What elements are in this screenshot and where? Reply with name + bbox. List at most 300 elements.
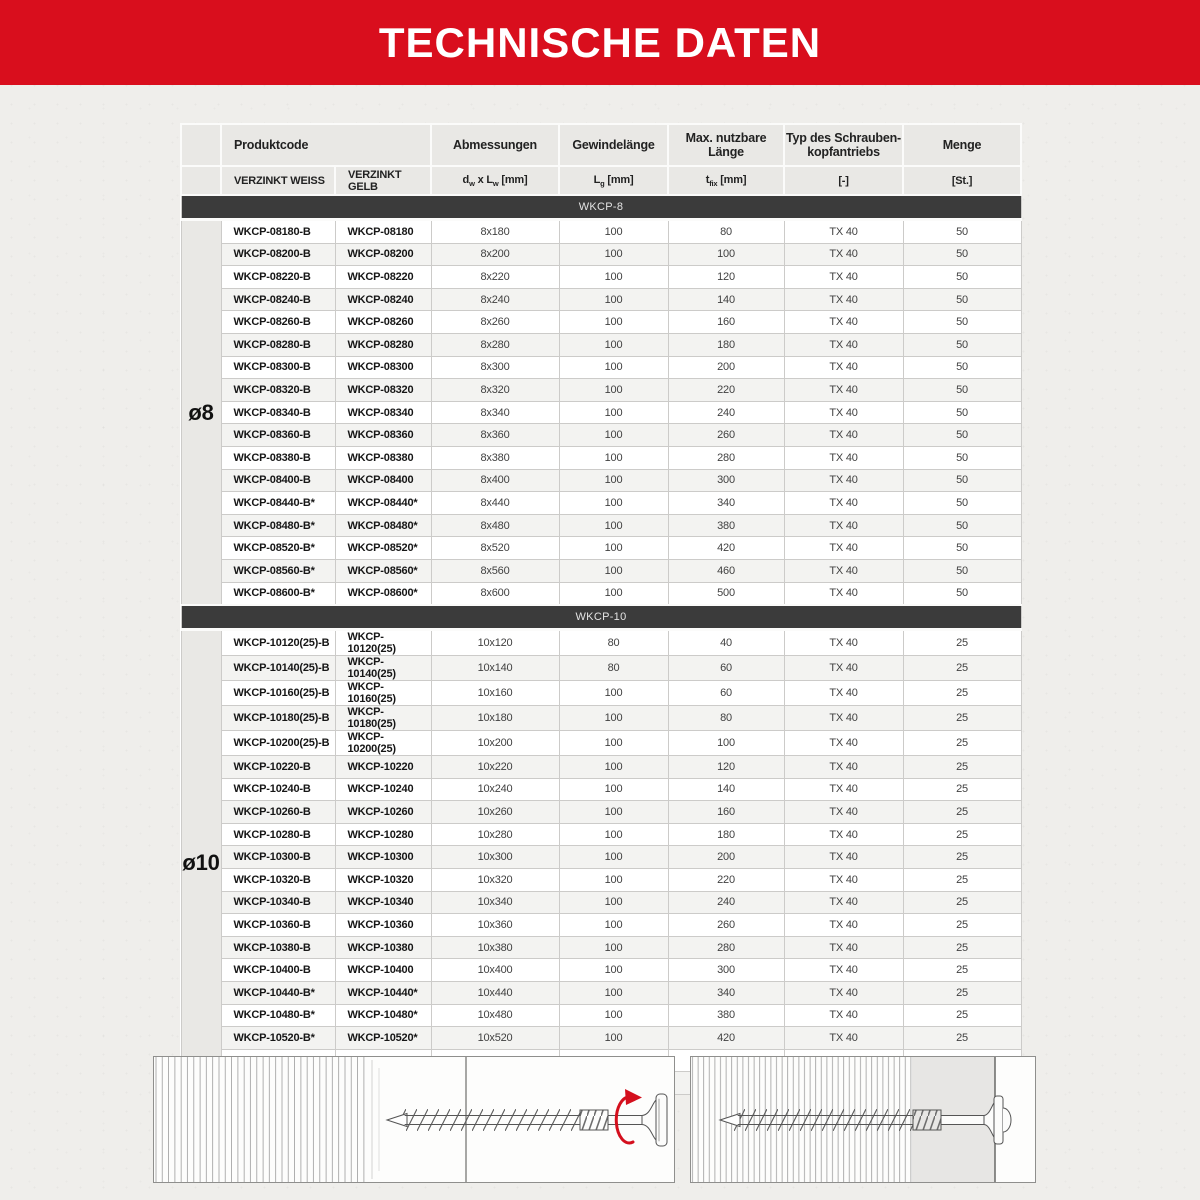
cell-dimensions: 10x300 <box>431 846 559 869</box>
table-row <box>181 559 1021 582</box>
shank <box>941 1116 984 1125</box>
cell-drive-type: TX 40 <box>784 959 903 982</box>
head-flange <box>656 1094 667 1146</box>
cell-code-verzinkt-weiss: WKCP-10180(25)-B <box>221 706 335 731</box>
cell-drive-type: TX 40 <box>784 914 903 937</box>
cell-code-verzinkt-gelb: WKCP-10140(25) <box>335 656 431 681</box>
table-row <box>181 446 1021 469</box>
cell-thread-length: 100 <box>559 356 668 379</box>
cell-dimensions: 8x300 <box>431 356 559 379</box>
cell-thread-length: 80 <box>559 630 668 656</box>
table-row <box>181 424 1021 447</box>
cell-quantity: 50 <box>903 356 1021 379</box>
cell-thread-length: 100 <box>559 982 668 1005</box>
cell-quantity: 25 <box>903 681 1021 706</box>
cell-code-verzinkt-gelb: WKCP-10220 <box>335 756 431 779</box>
cell-code-verzinkt-weiss: WKCP-08480-B* <box>221 514 335 537</box>
cell-code-verzinkt-weiss: WKCP-10300-B <box>221 846 335 869</box>
cell-code-verzinkt-weiss: WKCP-10380-B <box>221 936 335 959</box>
cell-quantity: 50 <box>903 401 1021 424</box>
cell-max-usable-length: 120 <box>668 266 784 289</box>
cell-max-usable-length: 260 <box>668 424 784 447</box>
cell-dimensions: 10x360 <box>431 914 559 937</box>
cell-dimensions: 8x240 <box>431 288 559 311</box>
cell-code-verzinkt-weiss: WKCP-08180-B <box>221 220 335 244</box>
title-banner <box>0 0 1200 85</box>
cell-thread-length: 100 <box>559 311 668 334</box>
cell-dimensions: 10x220 <box>431 756 559 779</box>
cell-drive-type: TX 40 <box>784 243 903 266</box>
cell-code-verzinkt-weiss: WKCP-10260-B <box>221 801 335 824</box>
reverse-thread <box>580 1110 608 1130</box>
cell-thread-length: 100 <box>559 288 668 311</box>
cell-thread-length: 100 <box>559 333 668 356</box>
cell-quantity: 50 <box>903 514 1021 537</box>
cell-quantity: 50 <box>903 469 1021 492</box>
col-header-produktcode: Produktcode <box>221 124 431 166</box>
cell-code-verzinkt-weiss: WKCP-10220-B <box>221 756 335 779</box>
table-row <box>181 959 1021 982</box>
cell-code-verzinkt-gelb: WKCP-10200(25) <box>335 731 431 756</box>
table-row <box>181 914 1021 937</box>
cell-dimensions: 8x480 <box>431 514 559 537</box>
cell-dimensions: 10x400 <box>431 959 559 982</box>
cell-code-verzinkt-weiss: WKCP-10520-B* <box>221 1027 335 1050</box>
cell-quantity: 25 <box>903 846 1021 869</box>
cell-code-verzinkt-weiss: WKCP-08440-B* <box>221 492 335 515</box>
cell-code-verzinkt-gelb: WKCP-10440* <box>335 982 431 1005</box>
cell-drive-type: TX 40 <box>784 1027 903 1050</box>
cell-code-verzinkt-gelb: WKCP-10340 <box>335 891 431 914</box>
cell-max-usable-length: 100 <box>668 243 784 266</box>
cell-drive-type: TX 40 <box>784 891 903 914</box>
cell-dimensions: 10x320 <box>431 869 559 892</box>
cell-max-usable-length: 340 <box>668 492 784 515</box>
cell-quantity: 50 <box>903 311 1021 334</box>
cell-quantity: 50 <box>903 582 1021 605</box>
cell-drive-type: TX 40 <box>784 823 903 846</box>
cell-code-verzinkt-gelb: WKCP-10380 <box>335 936 431 959</box>
diameter-label: ø10 <box>181 630 221 1095</box>
cell-code-verzinkt-gelb: WKCP-08280 <box>335 333 431 356</box>
cell-thread-length: 100 <box>559 379 668 402</box>
cell-code-verzinkt-gelb: WKCP-10280 <box>335 823 431 846</box>
cell-thread-length: 100 <box>559 243 668 266</box>
cell-code-verzinkt-gelb: WKCP-10360 <box>335 914 431 937</box>
technical-data-table-wrap <box>180 123 1020 1095</box>
cell-thread-length: 100 <box>559 681 668 706</box>
cell-drive-type: TX 40 <box>784 778 903 801</box>
cell-code-verzinkt-weiss: WKCP-08240-B <box>221 288 335 311</box>
cell-thread-length: 100 <box>559 1004 668 1027</box>
table-row <box>181 869 1021 892</box>
table-row <box>181 656 1021 681</box>
cell-code-verzinkt-gelb: WKCP-10320 <box>335 869 431 892</box>
cell-code-verzinkt-gelb: WKCP-10180(25) <box>335 706 431 731</box>
cell-code-verzinkt-gelb: WKCP-08480* <box>335 514 431 537</box>
col-header-max-nutzbare-laenge: Max. nutzbare Länge <box>668 124 784 166</box>
shank <box>608 1116 642 1125</box>
cell-code-verzinkt-gelb: WKCP-08200 <box>335 243 431 266</box>
cell-code-verzinkt-weiss: WKCP-08300-B <box>221 356 335 379</box>
cell-quantity: 50 <box>903 379 1021 402</box>
table-row <box>181 630 1021 656</box>
cell-drive-type: TX 40 <box>784 681 903 706</box>
cell-code-verzinkt-gelb: WKCP-10300 <box>335 846 431 869</box>
diagram-screw-driving <box>153 1056 675 1188</box>
cell-thread-length: 100 <box>559 514 668 537</box>
cell-thread-length: 100 <box>559 582 668 605</box>
cell-thread-length: 100 <box>559 756 668 779</box>
cell-quantity: 50 <box>903 266 1021 289</box>
table-row <box>181 356 1021 379</box>
cell-code-verzinkt-gelb: WKCP-08600* <box>335 582 431 605</box>
col-header-antrieb: Typ des Schrauben- kopfantriebs <box>784 124 903 166</box>
cell-code-verzinkt-gelb: WKCP-10400 <box>335 959 431 982</box>
table-row <box>181 582 1021 605</box>
cell-thread-length: 100 <box>559 914 668 937</box>
cell-dimensions: 10x260 <box>431 801 559 824</box>
cell-drive-type: TX 40 <box>784 514 903 537</box>
cell-code-verzinkt-weiss: WKCP-10480-B* <box>221 1004 335 1027</box>
table-row <box>181 514 1021 537</box>
cell-dimensions: 8x200 <box>431 243 559 266</box>
cell-quantity: 25 <box>903 914 1021 937</box>
cell-quantity: 25 <box>903 731 1021 756</box>
cell-thread-length: 100 <box>559 559 668 582</box>
cell-code-verzinkt-gelb: WKCP-08380 <box>335 446 431 469</box>
cell-code-verzinkt-weiss: WKCP-08200-B <box>221 243 335 266</box>
cell-drive-type: TX 40 <box>784 356 903 379</box>
cell-quantity: 25 <box>903 778 1021 801</box>
cell-max-usable-length: 180 <box>668 333 784 356</box>
cell-quantity: 25 <box>903 656 1021 681</box>
table-row <box>181 220 1021 244</box>
cell-quantity: 25 <box>903 801 1021 824</box>
cell-thread-length: 100 <box>559 401 668 424</box>
cell-quantity: 25 <box>903 891 1021 914</box>
cell-quantity: 50 <box>903 333 1021 356</box>
cell-code-verzinkt-weiss: WKCP-10140(25)-B <box>221 656 335 681</box>
cell-max-usable-length: 380 <box>668 1004 784 1027</box>
col-header-menge: Menge <box>903 124 1021 166</box>
cell-code-verzinkt-weiss: WKCP-08380-B <box>221 446 335 469</box>
cell-drive-type: TX 40 <box>784 469 903 492</box>
cell-code-verzinkt-weiss: WKCP-08260-B <box>221 311 335 334</box>
cell-quantity: 25 <box>903 869 1021 892</box>
cell-max-usable-length: 340 <box>668 982 784 1005</box>
cell-drive-type: TX 40 <box>784 846 903 869</box>
tech-table <box>180 123 1022 1095</box>
cell-dimensions: 8x600 <box>431 582 559 605</box>
cell-drive-type: TX 40 <box>784 559 903 582</box>
cell-thread-length: 80 <box>559 656 668 681</box>
table-row <box>181 266 1021 289</box>
cell-thread-length: 100 <box>559 706 668 731</box>
cell-thread-length: 100 <box>559 801 668 824</box>
cell-code-verzinkt-weiss: WKCP-08520-B* <box>221 537 335 560</box>
reverse-thread <box>913 1110 941 1130</box>
cell-code-verzinkt-gelb: WKCP-10160(25) <box>335 681 431 706</box>
cell-code-verzinkt-gelb: WKCP-08400 <box>335 469 431 492</box>
table-row <box>181 243 1021 266</box>
diagram-screw-installed <box>690 1056 1036 1188</box>
cell-drive-type: TX 40 <box>784 266 903 289</box>
cell-drive-type: TX 40 <box>784 311 903 334</box>
cell-dimensions: 10x280 <box>431 823 559 846</box>
table-row <box>181 982 1021 1005</box>
cell-dimensions: 8x260 <box>431 311 559 334</box>
table-row <box>181 731 1021 756</box>
cell-max-usable-length: 260 <box>668 914 784 937</box>
cell-dimensions: 10x440 <box>431 982 559 1005</box>
cell-code-verzinkt-gelb: WKCP-08320 <box>335 379 431 402</box>
cell-quantity: 50 <box>903 446 1021 469</box>
cell-drive-type: TX 40 <box>784 333 903 356</box>
cell-code-verzinkt-gelb: WKCP-08560* <box>335 559 431 582</box>
cell-max-usable-length: 300 <box>668 959 784 982</box>
cell-code-verzinkt-weiss: WKCP-10240-B <box>221 778 335 801</box>
subheader-usable-length: $t_{fix}$ [mm] <box>668 166 784 195</box>
cell-drive-type: TX 40 <box>784 656 903 681</box>
diameter-label: ø8 <box>181 220 221 606</box>
cell-code-verzinkt-weiss: WKCP-08220-B <box>221 266 335 289</box>
cell-max-usable-length: 420 <box>668 537 784 560</box>
subheader-verzinkt-gelb: VERZINKT GELB <box>335 166 431 195</box>
cell-dimensions: 8x440 <box>431 492 559 515</box>
cell-code-verzinkt-weiss: WKCP-10360-B <box>221 914 335 937</box>
cell-thread-length: 100 <box>559 424 668 447</box>
cell-code-verzinkt-weiss: WKCP-08340-B <box>221 401 335 424</box>
cell-thread-length: 100 <box>559 1027 668 1050</box>
subheader-quantity: [St.] <box>903 166 1021 195</box>
cell-quantity: 50 <box>903 424 1021 447</box>
cell-max-usable-length: 60 <box>668 681 784 706</box>
cell-max-usable-length: 420 <box>668 1027 784 1050</box>
cell-quantity: 25 <box>903 630 1021 656</box>
cell-drive-type: TX 40 <box>784 537 903 560</box>
cell-code-verzinkt-gelb: WKCP-08220 <box>335 266 431 289</box>
cell-code-verzinkt-gelb: WKCP-08300 <box>335 356 431 379</box>
cell-code-verzinkt-weiss: WKCP-10280-B <box>221 823 335 846</box>
cell-code-verzinkt-gelb: WKCP-08260 <box>335 311 431 334</box>
cell-code-verzinkt-weiss: WKCP-08600-B* <box>221 582 335 605</box>
cell-thread-length: 100 <box>559 469 668 492</box>
cell-drive-type: TX 40 <box>784 582 903 605</box>
subheader-thread-length: $L_g$ [mm] <box>559 166 668 195</box>
subheader-corner <box>181 166 221 195</box>
cell-max-usable-length: 280 <box>668 446 784 469</box>
cell-drive-type: TX 40 <box>784 731 903 756</box>
cell-drive-type: TX 40 <box>784 1004 903 1027</box>
cell-dimensions: 8x180 <box>431 220 559 244</box>
cell-thread-length: 100 <box>559 846 668 869</box>
cell-thread-length: 100 <box>559 778 668 801</box>
cell-dimensions: 10x340 <box>431 891 559 914</box>
cell-max-usable-length: 160 <box>668 801 784 824</box>
cell-thread-length: 100 <box>559 492 668 515</box>
cell-max-usable-length: 40 <box>668 630 784 656</box>
table-row <box>181 401 1021 424</box>
cell-code-verzinkt-weiss: WKCP-10320-B <box>221 869 335 892</box>
table-row <box>181 936 1021 959</box>
cell-drive-type: TX 40 <box>784 288 903 311</box>
cell-drive-type: TX 40 <box>784 936 903 959</box>
table-row <box>181 537 1021 560</box>
cell-quantity: 50 <box>903 492 1021 515</box>
cell-max-usable-length: 460 <box>668 559 784 582</box>
section-header-wkcp-10: WKCP-10 <box>181 605 1021 630</box>
table-row <box>181 823 1021 846</box>
cell-max-usable-length: 300 <box>668 469 784 492</box>
table-row <box>181 778 1021 801</box>
cell-dimensions: 8x340 <box>431 401 559 424</box>
cell-quantity: 25 <box>903 936 1021 959</box>
cell-max-usable-length: 140 <box>668 778 784 801</box>
cell-max-usable-length: 60 <box>668 656 784 681</box>
table-row <box>181 1027 1021 1050</box>
cell-max-usable-length: 80 <box>668 220 784 244</box>
cell-max-usable-length: 280 <box>668 936 784 959</box>
cell-drive-type: TX 40 <box>784 446 903 469</box>
table-row <box>181 333 1021 356</box>
cell-dimensions: 8x320 <box>431 379 559 402</box>
cell-code-verzinkt-gelb: WKCP-10480* <box>335 1004 431 1027</box>
cell-dimensions: 8x560 <box>431 559 559 582</box>
table-row <box>181 801 1021 824</box>
cell-code-verzinkt-weiss: WKCP-08400-B <box>221 469 335 492</box>
cell-dimensions: 8x280 <box>431 333 559 356</box>
cell-code-verzinkt-weiss: WKCP-08280-B <box>221 333 335 356</box>
cell-drive-type: TX 40 <box>784 401 903 424</box>
cell-max-usable-length: 100 <box>668 731 784 756</box>
table-row <box>181 756 1021 779</box>
cell-dimensions: 8x400 <box>431 469 559 492</box>
cell-quantity: 50 <box>903 288 1021 311</box>
subheader-verzinkt-weiss: VERZINKT WEISS <box>221 166 335 195</box>
cell-thread-length: 100 <box>559 537 668 560</box>
cell-quantity: 25 <box>903 706 1021 731</box>
cell-dimensions: 8x360 <box>431 424 559 447</box>
cell-code-verzinkt-weiss: WKCP-08320-B <box>221 379 335 402</box>
cell-dimensions: 8x520 <box>431 537 559 560</box>
cell-drive-type: TX 40 <box>784 869 903 892</box>
table-row <box>181 492 1021 515</box>
cell-max-usable-length: 160 <box>668 311 784 334</box>
head-flange <box>994 1096 1003 1144</box>
cell-dimensions: 10x160 <box>431 681 559 706</box>
col-header-abmessungen: Abmessungen <box>431 124 559 166</box>
cell-thread-length: 100 <box>559 823 668 846</box>
cell-thread-length: 100 <box>559 731 668 756</box>
cell-code-verzinkt-gelb: WKCP-08340 <box>335 401 431 424</box>
cell-code-verzinkt-weiss: WKCP-10440-B* <box>221 982 335 1005</box>
cell-dimensions: 8x220 <box>431 266 559 289</box>
cell-dimensions: 10x380 <box>431 936 559 959</box>
table-row <box>181 891 1021 914</box>
section-row <box>181 605 1021 630</box>
cell-code-verzinkt-weiss: WKCP-10400-B <box>221 959 335 982</box>
table-row <box>181 681 1021 706</box>
table-row <box>181 846 1021 869</box>
cell-code-verzinkt-gelb: WKCP-10520* <box>335 1027 431 1050</box>
table-row <box>181 706 1021 731</box>
cell-max-usable-length: 120 <box>668 756 784 779</box>
cell-max-usable-length: 220 <box>668 869 784 892</box>
cell-thread-length: 100 <box>559 936 668 959</box>
table-row <box>181 311 1021 334</box>
cell-code-verzinkt-weiss: WKCP-10340-B <box>221 891 335 914</box>
cell-drive-type: TX 40 <box>784 379 903 402</box>
page-title: TECHNISCHE DATEN <box>378 18 822 66</box>
cell-code-verzinkt-gelb: WKCP-08520* <box>335 537 431 560</box>
cell-dimensions: 10x120 <box>431 630 559 656</box>
table-row <box>181 288 1021 311</box>
cell-quantity: 25 <box>903 1004 1021 1027</box>
cell-thread-length: 100 <box>559 266 668 289</box>
cell-max-usable-length: 240 <box>668 401 784 424</box>
cell-drive-type: TX 40 <box>784 756 903 779</box>
cell-code-verzinkt-gelb: WKCP-08240 <box>335 288 431 311</box>
cell-thread-length: 100 <box>559 446 668 469</box>
cell-code-verzinkt-weiss: WKCP-10200(25)-B <box>221 731 335 756</box>
cell-quantity: 50 <box>903 220 1021 244</box>
cell-code-verzinkt-gelb: WKCP-10260 <box>335 801 431 824</box>
cell-thread-length: 100 <box>559 959 668 982</box>
cell-drive-type: TX 40 <box>784 706 903 731</box>
cell-dimensions: 10x200 <box>431 731 559 756</box>
cell-code-verzinkt-gelb: WKCP-08440* <box>335 492 431 515</box>
section-row <box>181 195 1021 220</box>
cell-quantity: 50 <box>903 243 1021 266</box>
table-row <box>181 1004 1021 1027</box>
cell-max-usable-length: 220 <box>668 379 784 402</box>
cell-quantity: 25 <box>903 756 1021 779</box>
cell-dimensions: 10x140 <box>431 656 559 681</box>
cell-max-usable-length: 380 <box>668 514 784 537</box>
cell-code-verzinkt-weiss: WKCP-10160(25)-B <box>221 681 335 706</box>
cell-thread-length: 100 <box>559 220 668 244</box>
cell-code-verzinkt-weiss: WKCP-10120(25)-B <box>221 630 335 656</box>
cell-code-verzinkt-gelb: WKCP-10120(25) <box>335 630 431 656</box>
cell-dimensions: 10x480 <box>431 1004 559 1027</box>
cell-quantity: 25 <box>903 823 1021 846</box>
section-header-wkcp-8: WKCP-8 <box>181 195 1021 220</box>
cell-quantity: 25 <box>903 1027 1021 1050</box>
cell-quantity: 50 <box>903 537 1021 560</box>
cell-code-verzinkt-gelb: WKCP-08180 <box>335 220 431 244</box>
cell-max-usable-length: 140 <box>668 288 784 311</box>
subheader-dimensions: $d_w$ x $L_w$ [mm] <box>431 166 559 195</box>
cell-thread-length: 100 <box>559 869 668 892</box>
cell-dimensions: 10x520 <box>431 1027 559 1050</box>
table-row <box>181 469 1021 492</box>
cell-thread-length: 100 <box>559 891 668 914</box>
cell-drive-type: TX 40 <box>784 424 903 447</box>
cell-code-verzinkt-weiss: WKCP-08560-B* <box>221 559 335 582</box>
cell-max-usable-length: 200 <box>668 356 784 379</box>
cell-dimensions: 10x180 <box>431 706 559 731</box>
cell-code-verzinkt-gelb: WKCP-10240 <box>335 778 431 801</box>
cell-max-usable-length: 80 <box>668 706 784 731</box>
cell-code-verzinkt-weiss: WKCP-08360-B <box>221 424 335 447</box>
subheader-drive: [-] <box>784 166 903 195</box>
cell-max-usable-length: 500 <box>668 582 784 605</box>
cell-quantity: 25 <box>903 959 1021 982</box>
cell-code-verzinkt-gelb: WKCP-08360 <box>335 424 431 447</box>
header-corner <box>181 124 221 166</box>
cell-max-usable-length: 240 <box>668 891 784 914</box>
